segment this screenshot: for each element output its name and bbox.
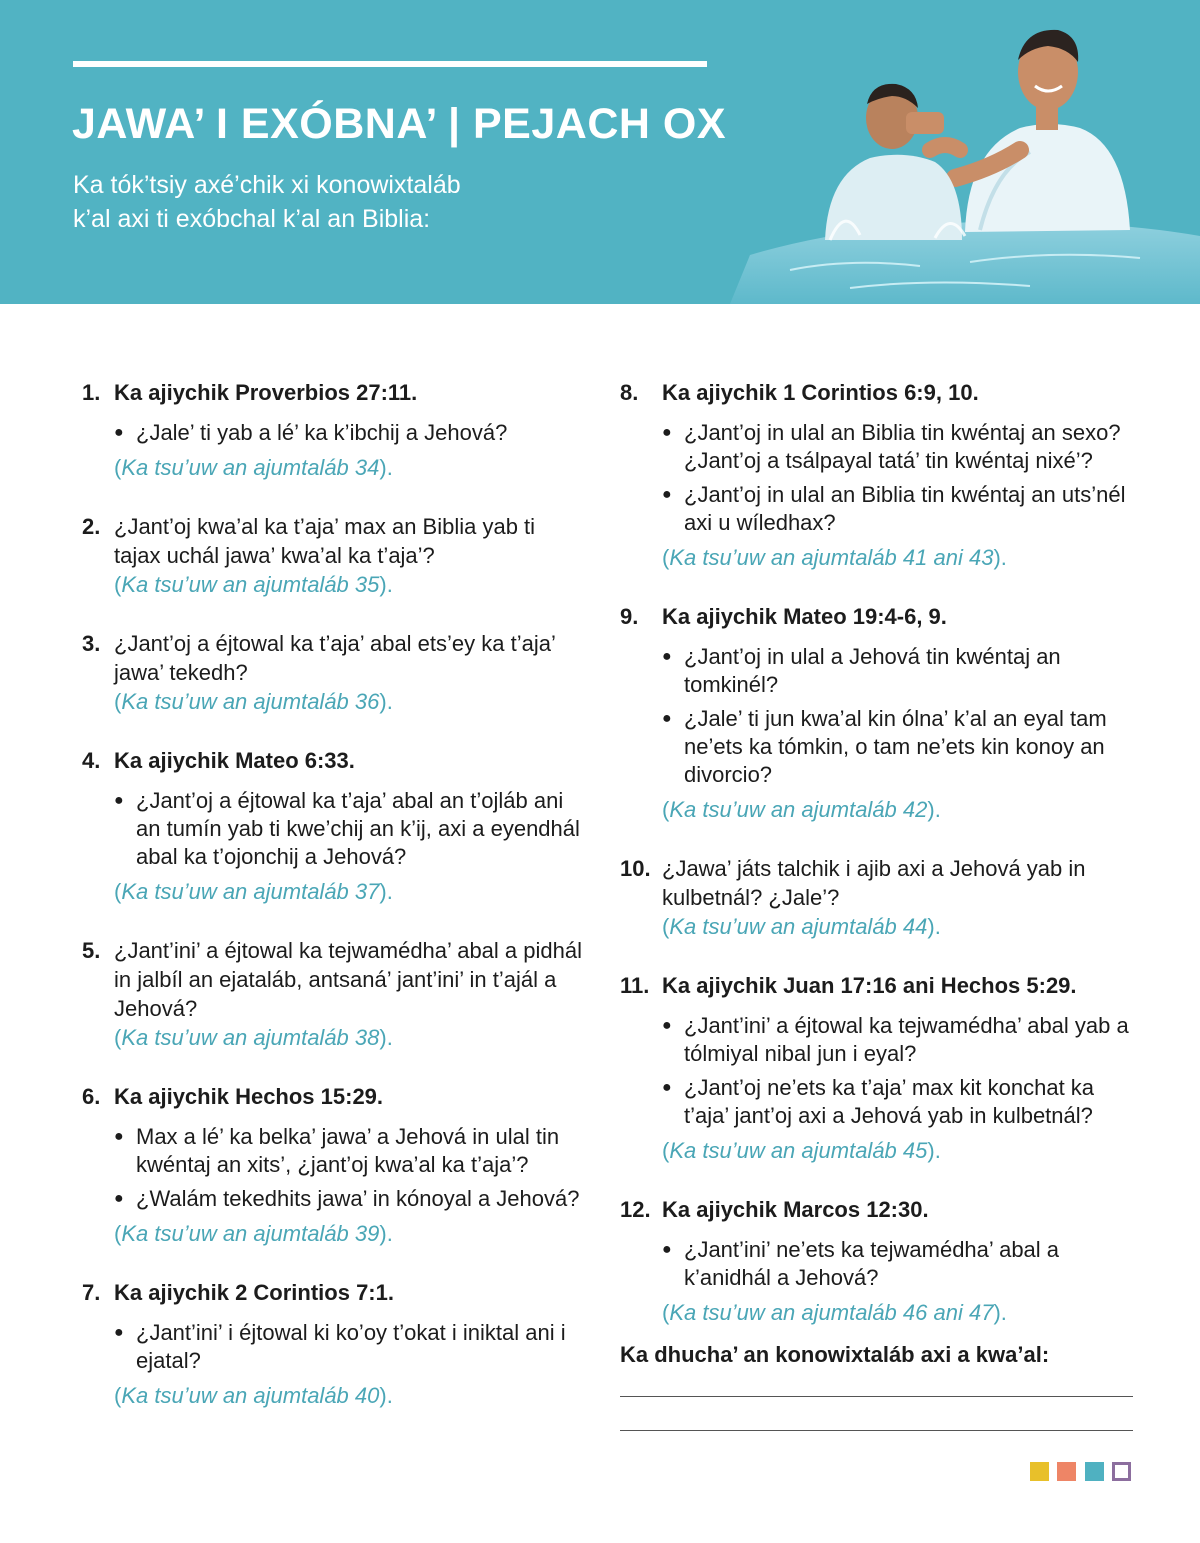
question-9 <box>620 602 1140 824</box>
reference <box>620 1136 1140 1165</box>
bullet-dot-icon: ● <box>662 1241 672 1258</box>
teal-square-icon <box>1085 1462 1104 1481</box>
ref-open: ( <box>114 879 122 904</box>
question-12 <box>620 1195 1140 1327</box>
bullet-text: ¿Jant’oj in ulal a Jehová tin kwéntaj an tomkinél? <box>684 644 1061 697</box>
question-number: 1. <box>82 380 101 405</box>
bullet-dot-icon: ● <box>114 792 124 809</box>
ref-close: ). <box>379 689 393 714</box>
reference <box>82 1219 582 1248</box>
ref-close: ). <box>927 1138 941 1163</box>
reference <box>82 453 582 482</box>
reference-text: Ka tsu’uw an ajumtaláb 34 <box>121 455 380 480</box>
question-4 <box>82 746 582 906</box>
bullet-text: ¿Walám tekedhits jawa’ in kónoyal a Jehová? <box>136 1186 580 1211</box>
bullet-dot-icon: ● <box>114 424 124 441</box>
ref-close: ). <box>379 879 393 904</box>
bullet-item <box>662 705 1140 789</box>
ref-close: ). <box>379 1221 393 1246</box>
question-text: ¿Jant’oj a éjtowal ka t’aja’ abal ets’ey ka t’aja’ jawa’ tekedh? <box>114 631 556 685</box>
question-number: 11. <box>620 973 650 998</box>
ref-close: ). <box>993 1300 1007 1325</box>
question-number: 12. <box>620 1197 651 1222</box>
bullet-item <box>662 1074 1140 1130</box>
bullet-list <box>82 419 582 447</box>
question-number: 6. <box>82 1084 101 1109</box>
bullet-dot-icon: ● <box>114 1128 124 1145</box>
reference-text: Ka tsu’uw an ajumtaláb 38 <box>121 1025 380 1050</box>
reference-text: Ka tsu’uw an ajumtaláb 36 <box>121 689 380 714</box>
reference-text: Ka tsu’uw an ajumtaláb 37 <box>121 879 380 904</box>
question-number: 8. <box>620 380 639 405</box>
reference-text: Ka tsu’uw an ajumtaláb 42 <box>669 797 928 822</box>
bullet-list <box>620 1236 1140 1292</box>
question-number: 7. <box>82 1280 101 1305</box>
question-5 <box>82 936 582 1052</box>
ref-open: ( <box>662 797 670 822</box>
header-banner <box>0 0 1200 304</box>
bullet-item <box>662 643 1140 699</box>
question-number: 5. <box>82 938 101 963</box>
bullet-dot-icon: ● <box>114 1324 124 1341</box>
bullet-text: ¿Jale’ ti jun kwa’al kin ólna’ k’al an eyal tam ne’ets ka tómkin, o tam ne’ets kin konoy an divorcio? <box>684 706 1107 787</box>
bullet-item <box>114 787 582 871</box>
bullet-item <box>114 1319 582 1375</box>
question-number: 3. <box>82 631 101 656</box>
ref-open: ( <box>662 1300 670 1325</box>
bullet-text: ¿Jant’oj in ulal an Biblia tin kwéntaj an uts’nél axi u wíledhax? <box>684 482 1126 535</box>
bullet-text: ¿Jant’oj ne’ets ka t’aja’ max kit konchat ka t’aja’ jant’oj axi a Jehová yab in kulbetnál? <box>684 1075 1095 1128</box>
bullet-list <box>82 1319 582 1375</box>
bullet-item <box>114 419 582 447</box>
ref-open: ( <box>114 1025 122 1050</box>
question-number: 9. <box>620 604 639 629</box>
reference <box>620 543 1140 572</box>
reference-text: Ka tsu’uw an ajumtaláb 45 <box>669 1138 928 1163</box>
page-subtitle <box>73 168 461 236</box>
bullet-item <box>114 1123 582 1179</box>
bullet-dot-icon: ● <box>114 1190 124 1207</box>
header-rule <box>73 61 707 67</box>
question-3 <box>82 629 582 716</box>
page-title: JAWA’ I EXÓBNA’ | PEJACH OX <box>72 100 727 148</box>
bullet-list <box>620 1012 1140 1130</box>
bullet-dot-icon: ● <box>662 1079 672 1096</box>
question-7 <box>82 1278 582 1410</box>
questions-right-column <box>620 378 1140 1327</box>
reference <box>82 1023 582 1052</box>
question-6 <box>82 1082 582 1248</box>
reference-text: Ka tsu’uw an ajumtaláb 40 <box>121 1383 380 1408</box>
question-1 <box>82 378 582 482</box>
question-text: ¿Jawa’ játs talchik i ajib axi a Jehová yab in kulbetnál? ¿Jale’? <box>662 856 1086 910</box>
bullet-dot-icon: ● <box>662 710 672 727</box>
bullet-text: ¿Jant’oj a éjtowal ka t’aja’ abal an t’ojláb ani an tumín yab ti kwe’chij an k’ij, axi a eyendhál abal ka t’ojonchij a Jehová? <box>136 788 580 869</box>
question-8 <box>620 378 1140 572</box>
ref-open: ( <box>114 689 122 714</box>
ref-open: ( <box>114 572 122 597</box>
question-text: Ka ajiychik Hechos 15:29. <box>114 1084 384 1109</box>
question-11 <box>620 971 1140 1165</box>
ref-open: ( <box>114 1383 122 1408</box>
ref-open: ( <box>662 914 670 939</box>
question-number: 10. <box>620 856 651 881</box>
ref-open: ( <box>662 1138 670 1163</box>
question-10 <box>620 854 1140 941</box>
bullet-dot-icon: ● <box>662 1017 672 1034</box>
question-text: Ka ajiychik Mateo 6:33. <box>114 748 355 773</box>
reference <box>620 912 1140 941</box>
question-text: Ka ajiychik Juan 17:16 ani Hechos 5:29. <box>662 973 1077 998</box>
reference <box>82 687 582 716</box>
notes-label: Ka dhucha’ an konowixtaláb axi a kwa’al: <box>620 1342 1050 1367</box>
question-text: Ka ajiychik Marcos 12:30. <box>662 1197 929 1222</box>
bullet-list <box>82 787 582 871</box>
bullet-item <box>662 1012 1140 1068</box>
reference <box>82 877 582 906</box>
coral-square-icon <box>1057 1462 1076 1481</box>
reference <box>82 1381 582 1410</box>
bullet-text: ¿Jale’ ti yab a lé’ ka k’ibchij a Jehová? <box>136 420 508 445</box>
question-text: Ka ajiychik 1 Corintios 6:9, 10. <box>662 380 979 405</box>
subtitle-line-1: Ka tók’tsiy axé’chik xi konowixtaláb <box>73 171 461 199</box>
bullet-item <box>662 419 1140 475</box>
question-text: ¿Jant’oj kwa’al ka t’aja’ max an Biblia yab ti tajax uchál jawa’ kwa’al ka t’aja’? <box>114 514 536 568</box>
bullet-text: ¿Jant’ini’ i éjtowal ki ko’oy t’okat i iniktal ani i ejatal? <box>136 1320 566 1373</box>
reference <box>82 570 582 599</box>
note-writing-line[interactable] <box>620 1430 1133 1431</box>
reference-text: Ka tsu’uw an ajumtaláb 41 ani 43 <box>669 545 994 570</box>
bullet-dot-icon: ● <box>662 424 672 441</box>
ref-close: ). <box>379 455 393 480</box>
bullet-text: ¿Jant’ini’ ne’ets ka tejwamédha’ abal a k’anidhál a Jehová? <box>684 1237 1060 1290</box>
reference-text: Ka tsu’uw an ajumtaláb 35 <box>121 572 380 597</box>
questions-left-column <box>82 378 582 1410</box>
ref-close: ). <box>993 545 1007 570</box>
question-text: Ka ajiychik Mateo 19:4-6, 9. <box>662 604 947 629</box>
ref-close: ). <box>927 914 941 939</box>
question-text: ¿Jant’ini’ a éjtowal ka tejwamédha’ abal a pidhál in jalbíl an ejataláb, antsaná’ jant’ini’ in t’ajál a Jehová? <box>114 938 582 1021</box>
reference-text: Ka tsu’uw an ajumtaláb 46 ani 47 <box>669 1300 994 1325</box>
bullet-dot-icon: ● <box>662 648 672 665</box>
bullet-item <box>662 481 1140 537</box>
reference-text: Ka tsu’uw an ajumtaláb 44 <box>669 914 928 939</box>
bullet-text: ¿Jant’oj in ulal an Biblia tin kwéntaj an sexo? ¿Jant’oj a tsálpayal tatá’ tin kwéntaj nixé’? <box>684 420 1121 473</box>
ref-close: ). <box>379 1383 393 1408</box>
question-text: Ka ajiychik Proverbios 27:11. <box>114 380 418 405</box>
bullet-text: ¿Jant’ini’ a éjtowal ka tejwamédha’ abal yab a tólmiyal nibal jun i eyal? <box>684 1013 1129 1066</box>
bullet-item <box>662 1236 1140 1292</box>
note-writing-line[interactable] <box>620 1396 1133 1397</box>
question-2 <box>82 512 582 599</box>
ref-open: ( <box>662 545 670 570</box>
ref-open: ( <box>114 1221 122 1246</box>
ref-close: ). <box>379 572 393 597</box>
bullet-dot-icon: ● <box>662 486 672 503</box>
baptism-illustration <box>730 0 1200 304</box>
question-text: Ka ajiychik 2 Corintios 7:1. <box>114 1280 394 1305</box>
outlined-square-icon <box>1112 1462 1131 1481</box>
subtitle-line-2: k’al axi ti exóbchal k’al an Biblia: <box>73 205 431 233</box>
bullet-list <box>82 1123 582 1213</box>
bullet-text: Max a lé’ ka belka’ jawa’ a Jehová in ulal tin kwéntaj an xits’, ¿jant’oj kwa’al ka t’aja’? <box>136 1124 560 1177</box>
question-number: 4. <box>82 748 101 773</box>
bullet-list <box>620 643 1140 789</box>
ref-close: ). <box>927 797 941 822</box>
reference <box>620 1298 1140 1327</box>
bullet-item <box>114 1185 582 1213</box>
reference <box>620 795 1140 824</box>
ref-open: ( <box>114 455 122 480</box>
question-number: 2. <box>82 514 101 539</box>
bullet-list <box>620 419 1140 537</box>
reference-text: Ka tsu’uw an ajumtaláb 39 <box>121 1221 380 1246</box>
yellow-square-icon <box>1030 1462 1049 1481</box>
ref-close: ). <box>379 1025 393 1050</box>
